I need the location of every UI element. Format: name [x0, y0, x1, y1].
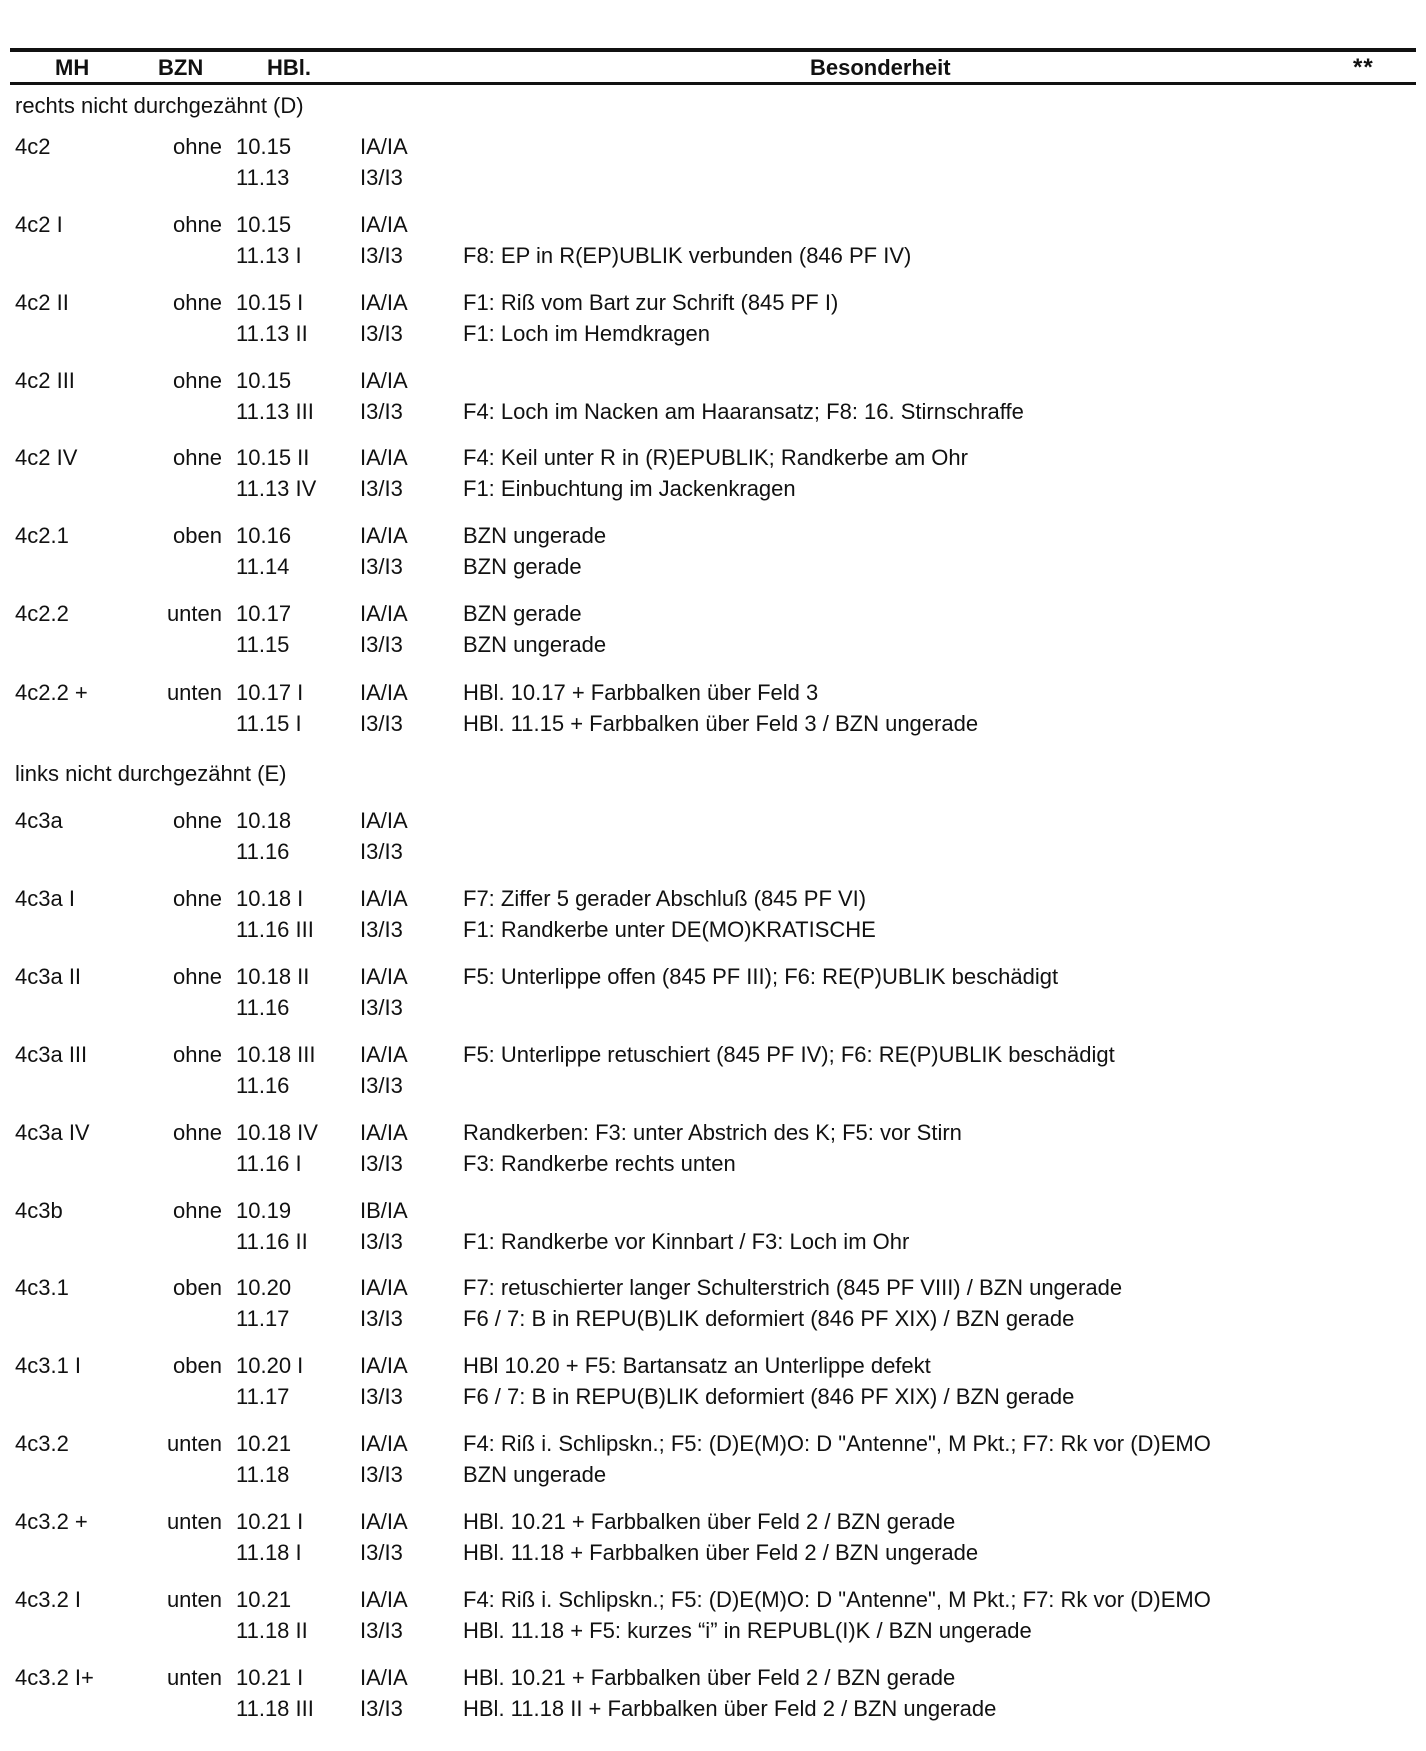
- plate-cell: I3/I3: [360, 995, 403, 1020]
- bzn-cell: ohne: [173, 1042, 222, 1067]
- bzn-cell: unten: [166, 1431, 222, 1456]
- plate-cell: IA/IA: [360, 1431, 408, 1456]
- plate-cell: I3/I3: [360, 1618, 403, 1643]
- besonderheit-cell: F4: Loch im Nacken am Haaransatz; F8: 16. Stirnschraffe: [463, 399, 1024, 424]
- besonderheit-cell: BZN gerade: [463, 554, 582, 579]
- header-bottom-rule: [10, 82, 1416, 85]
- plate-cell: I3/I3: [360, 1073, 403, 1098]
- hbl-cell: 10.15: [236, 134, 292, 159]
- mh-cell: 4c3a III: [15, 1042, 88, 1067]
- bzn-cell: ohne: [173, 212, 222, 237]
- besonderheit-cell: F1: Randkerbe unter DE(MO)KRATISCHE: [463, 917, 876, 942]
- table-row: [10, 1117, 1416, 1181]
- mh-cell: 4c3a: [15, 808, 63, 833]
- mh-cell: 4c3.2 +: [15, 1509, 88, 1534]
- besonderheit-cell: HBl. 10.21 + Farbbalken über Feld 2 / BZN gerade: [463, 1665, 956, 1690]
- section-heading: links nicht durchgezähnt (E): [15, 761, 287, 786]
- hbl-cell: 10.15 I: [236, 290, 304, 315]
- column-header-besonderheit: Besonderheit: [810, 55, 951, 80]
- bzn-cell: unten: [166, 680, 222, 705]
- besonderheit-cell: F1: Einbuchtung im Jackenkragen: [463, 476, 796, 501]
- plate-cell: I3/I3: [360, 399, 403, 424]
- hbl-cell: 11.18 III: [236, 1696, 314, 1721]
- hbl-cell: 10.21: [236, 1431, 292, 1456]
- hbl-cell: 10.18 III: [236, 1042, 316, 1067]
- bzn-cell: ohne: [173, 445, 222, 470]
- plate-cell: I3/I3: [360, 243, 403, 268]
- hbl-cell: 11.17: [236, 1306, 290, 1331]
- besonderheit-cell: HBl. 10.21 + Farbbalken über Feld 2 / BZN gerade: [463, 1509, 956, 1534]
- mh-cell: 4c3b: [15, 1198, 63, 1223]
- besonderheit-cell: F5: Unterlippe retuschiert (845 PF IV); F6: RE(P)UBLIK beschädigt: [463, 1042, 1115, 1067]
- besonderheit-cell: HBl. 11.15 + Farbbalken über Feld 3 / BZN ungerade: [463, 711, 979, 736]
- hbl-cell: 10.15: [236, 368, 292, 393]
- mh-cell: 4c2 III: [15, 368, 75, 393]
- column-header-mh: MH: [55, 55, 90, 80]
- hbl-cell: 11.13 I: [236, 243, 302, 268]
- hbl-cell: 11.16 II: [236, 1229, 308, 1254]
- table-row: [10, 209, 1416, 273]
- plate-cell: I3/I3: [360, 1151, 403, 1176]
- mh-cell: 4c3a I: [15, 886, 75, 911]
- table-row: [10, 961, 1416, 1025]
- besonderheit-cell: BZN ungerade: [463, 523, 607, 548]
- plate-cell: I3/I3: [360, 632, 403, 657]
- column-header-hbl: HBl.: [267, 55, 311, 80]
- besonderheit-cell: F5: Unterlippe offen (845 PF III); F6: RE(P)UBLIK beschädigt: [463, 964, 1059, 989]
- besonderheit-cell: HBl. 10.17 + Farbbalken über Feld 3: [463, 680, 819, 705]
- plate-cell: IA/IA: [360, 601, 408, 626]
- table-row: [10, 1662, 1416, 1726]
- plate-cell: IA/IA: [360, 964, 408, 989]
- plate-cell: IA/IA: [360, 212, 408, 237]
- besonderheit-cell: F8: EP in R(EP)UBLIK verbunden (846 PF IV): [463, 243, 912, 268]
- column-header-stars: **: [1353, 54, 1374, 81]
- plate-cell: I3/I3: [360, 1229, 403, 1254]
- plate-cell: IA/IA: [360, 1042, 408, 1067]
- hbl-cell: 10.20: [236, 1275, 292, 1300]
- hbl-cell: 11.17: [236, 1384, 290, 1409]
- besonderheit-cell: HBl. 11.18 + Farbbalken über Feld 2 / BZN ungerade: [463, 1540, 979, 1565]
- bzn-cell: ohne: [173, 290, 222, 315]
- mh-cell: 4c3a II: [15, 964, 82, 989]
- mh-cell: 4c3a IV: [15, 1120, 90, 1145]
- hbl-cell: 10.15 II: [236, 445, 310, 470]
- plate-cell: IA/IA: [360, 445, 408, 470]
- table-row: [10, 1272, 1416, 1336]
- table-row: [10, 883, 1416, 947]
- mh-cell: 4c2: [15, 134, 51, 159]
- hbl-cell: 11.18: [236, 1462, 290, 1487]
- column-header-bzn: BZN: [158, 55, 204, 80]
- plate-cell: I3/I3: [360, 839, 403, 864]
- plate-cell: I3/I3: [360, 1384, 403, 1409]
- plate-cell: IA/IA: [360, 368, 408, 393]
- table-row: [10, 287, 1416, 351]
- besonderheit-cell: F6 / 7: B in REPU(B)LIK deformiert (846 PF XIX) / BZN gerade: [463, 1306, 1075, 1331]
- plate-cell: IA/IA: [360, 290, 408, 315]
- hbl-cell: 10.21 I: [236, 1665, 304, 1690]
- bzn-cell: unten: [166, 601, 222, 626]
- hbl-cell: 11.16: [236, 995, 290, 1020]
- table-row: [10, 1195, 1416, 1259]
- besonderheit-cell: F1: Randkerbe vor Kinnbart / F3: Loch im Ohr: [463, 1229, 910, 1254]
- plate-cell: IA/IA: [360, 680, 408, 705]
- besonderheit-cell: HBl 10.20 + F5: Bartansatz an Unterlippe defekt: [463, 1353, 931, 1378]
- bzn-cell: ohne: [173, 808, 222, 833]
- hbl-cell: 11.13 IV: [236, 476, 317, 501]
- besonderheit-cell: HBl. 11.18 + F5: kurzes “i” in REPUBL(I)K / BZN ungerade: [463, 1618, 1032, 1643]
- bzn-cell: unten: [166, 1665, 222, 1690]
- hbl-cell: 10.21 I: [236, 1509, 304, 1534]
- table-row: [10, 442, 1416, 506]
- table-row: [10, 598, 1416, 662]
- plate-cell: I3/I3: [360, 1540, 403, 1565]
- table-row: [10, 1428, 1416, 1492]
- bzn-cell: unten: [166, 1509, 222, 1534]
- besonderheit-cell: F4: Riß i. Schlipskn.; F5: (D)E(M)O: D "Antenne", M Pkt.; F7: Rk vor (D)EMO: [463, 1587, 1211, 1612]
- hbl-cell: 11.16 I: [236, 1151, 302, 1176]
- hbl-cell: 11.16: [236, 839, 290, 864]
- bzn-cell: ohne: [173, 368, 222, 393]
- hbl-cell: 11.16: [236, 1073, 290, 1098]
- mh-cell: 4c3.1: [15, 1275, 69, 1300]
- hbl-cell: 10.19: [236, 1198, 292, 1223]
- besonderheit-cell: HBl. 11.18 II + Farbbalken über Feld 2 / BZN ungerade: [463, 1696, 997, 1721]
- hbl-cell: 10.16: [236, 523, 292, 548]
- plate-cell: I3/I3: [360, 321, 403, 346]
- section-heading: rechts nicht durchgezähnt (D): [15, 93, 304, 118]
- plate-cell: IA/IA: [360, 1275, 408, 1300]
- hbl-cell: 11.16 III: [236, 917, 314, 942]
- besonderheit-cell: F4: Riß i. Schlipskn.; F5: (D)E(M)O: D "Antenne", M Pkt.; F7: Rk vor (D)EMO: [463, 1431, 1211, 1456]
- besonderheit-cell: BZN gerade: [463, 601, 582, 626]
- besonderheit-cell: F1: Riß vom Bart zur Schrift (845 PF I): [463, 290, 839, 315]
- plate-cell: IA/IA: [360, 134, 408, 159]
- table-row: [10, 805, 1416, 869]
- hbl-cell: 10.21: [236, 1587, 292, 1612]
- besonderheit-cell: F7: retuschierter langer Schulterstrich (845 PF VIII) / BZN ungerade: [463, 1275, 1123, 1300]
- hbl-cell: 11.15 I: [236, 711, 302, 736]
- hbl-cell: 11.14: [236, 554, 290, 579]
- mh-cell: 4c2 I: [15, 212, 63, 237]
- bzn-cell: ohne: [173, 886, 222, 911]
- hbl-cell: 11.13 III: [236, 399, 314, 424]
- hbl-cell: 11.15: [236, 632, 290, 657]
- plate-cell: IA/IA: [360, 886, 408, 911]
- plate-cell: IA/IA: [360, 1353, 408, 1378]
- mh-cell: 4c2.1: [15, 523, 69, 548]
- plate-cell: I3/I3: [360, 1462, 403, 1487]
- hbl-cell: 10.18 IV: [236, 1120, 318, 1145]
- hbl-cell: 10.18 II: [236, 964, 310, 989]
- plate-cell: I3/I3: [360, 917, 403, 942]
- besonderheit-cell: Randkerben: F3: unter Abstrich des K; F5: vor Stirn: [463, 1120, 962, 1145]
- mh-cell: 4c2.2: [15, 601, 69, 626]
- mh-cell: 4c3.1 I: [15, 1353, 82, 1378]
- besonderheit-cell: F4: Keil unter R in (R)EPUBLIK; Randkerbe am Ohr: [463, 445, 968, 470]
- besonderheit-cell: F3: Randkerbe rechts unten: [463, 1151, 736, 1176]
- hbl-cell: 10.18 I: [236, 886, 304, 911]
- bzn-cell: oben: [173, 1353, 222, 1378]
- plate-cell: IA/IA: [360, 523, 408, 548]
- besonderheit-cell: F6 / 7: B in REPU(B)LIK deformiert (846 PF XIX) / BZN gerade: [463, 1384, 1075, 1409]
- hbl-cell: 11.13: [236, 165, 290, 190]
- besonderheit-cell: BZN ungerade: [463, 1462, 607, 1487]
- plate-cell: IB/IA: [360, 1198, 408, 1223]
- plate-cell: I3/I3: [360, 711, 403, 736]
- mh-cell: 4c3.2: [15, 1431, 69, 1456]
- bzn-cell: oben: [173, 523, 222, 548]
- besonderheit-cell: F1: Loch im Hemdkragen: [463, 321, 710, 346]
- bzn-cell: unten: [166, 1587, 222, 1612]
- table-row: [10, 1506, 1416, 1570]
- bzn-cell: ohne: [173, 1198, 222, 1223]
- table-row: [10, 1039, 1416, 1103]
- hbl-cell: 11.13 II: [236, 321, 308, 346]
- table-row: [10, 1350, 1416, 1414]
- bzn-cell: ohne: [173, 134, 222, 159]
- hbl-cell: 10.17 I: [236, 680, 304, 705]
- plate-cell: I3/I3: [360, 1696, 403, 1721]
- table-top-rule: [10, 48, 1416, 52]
- hbl-cell: 11.18 I: [236, 1540, 302, 1565]
- besonderheit-cell: F7: Ziffer 5 gerader Abschluß (845 PF VI): [463, 886, 867, 911]
- hbl-cell: 11.18 II: [236, 1618, 308, 1643]
- table-row: [10, 1584, 1416, 1648]
- plate-cell: I3/I3: [360, 1306, 403, 1331]
- plate-cell: IA/IA: [360, 808, 408, 833]
- bzn-cell: ohne: [173, 1120, 222, 1145]
- plate-cell: IA/IA: [360, 1509, 408, 1534]
- table-row: [10, 520, 1416, 584]
- hbl-cell: 10.15: [236, 212, 292, 237]
- mh-cell: 4c2 II: [15, 290, 69, 315]
- plate-cell: I3/I3: [360, 165, 403, 190]
- hbl-cell: 10.18: [236, 808, 292, 833]
- plate-cell: I3/I3: [360, 476, 403, 501]
- hbl-cell: 10.20 I: [236, 1353, 304, 1378]
- besonderheit-cell: BZN ungerade: [463, 632, 607, 657]
- bzn-cell: oben: [173, 1275, 222, 1300]
- mh-cell: 4c2 IV: [15, 445, 78, 470]
- mh-cell: 4c3.2 I: [15, 1587, 82, 1612]
- table-row: [10, 131, 1416, 195]
- plate-cell: IA/IA: [360, 1665, 408, 1690]
- table-row: [10, 677, 1416, 741]
- plate-cell: IA/IA: [360, 1587, 408, 1612]
- mh-cell: 4c3.2 I+: [15, 1665, 94, 1690]
- hbl-cell: 10.17: [236, 601, 292, 626]
- plate-cell: IA/IA: [360, 1120, 408, 1145]
- mh-cell: 4c2.2 +: [15, 680, 88, 705]
- plate-cell: I3/I3: [360, 554, 403, 579]
- table-row: [10, 365, 1416, 429]
- bzn-cell: ohne: [173, 964, 222, 989]
